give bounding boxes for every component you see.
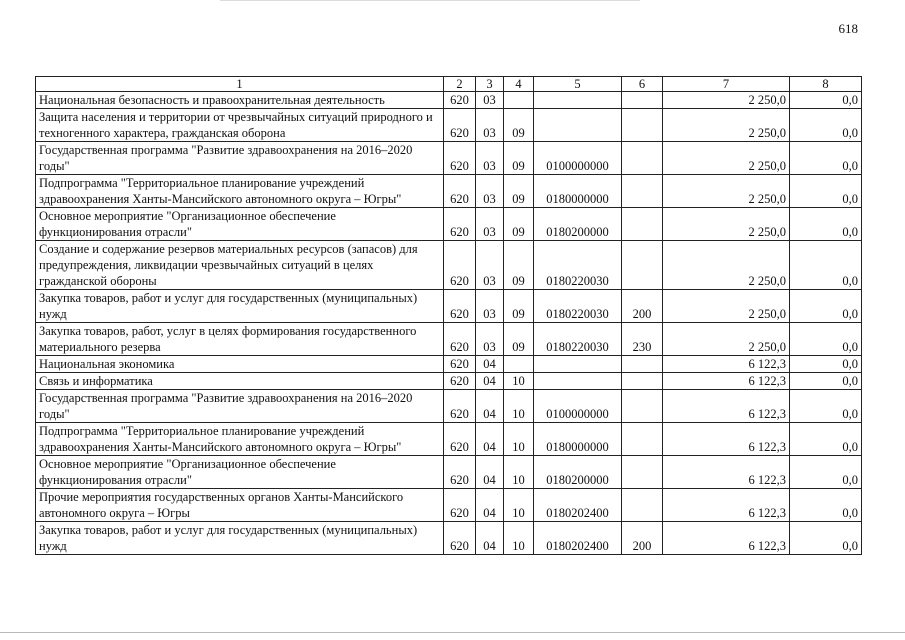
item-name: Подпрограмма "Территориальное планирование учреждений здравоохранения Ханты-Мансийского автономного округа – Югры"	[36, 175, 444, 208]
ministry-code: 620	[444, 290, 476, 323]
target-article-code	[534, 373, 622, 390]
target-article-code: 0180202400	[534, 489, 622, 522]
column-header: 3	[476, 77, 504, 92]
expense-type-code	[622, 109, 663, 142]
amount-value-secondary: 0,0	[790, 109, 862, 142]
amount-value: 6 122,3	[663, 489, 790, 522]
expense-type-code	[622, 489, 663, 522]
section-code: 04	[476, 390, 504, 423]
section-code: 04	[476, 373, 504, 390]
subsection-code: 10	[504, 489, 534, 522]
item-name: Национальная экономика	[36, 356, 444, 373]
subsection-code: 09	[504, 109, 534, 142]
section-code: 04	[476, 423, 504, 456]
budget-table	[35, 76, 862, 555]
ministry-code: 620	[444, 208, 476, 241]
ministry-code: 620	[444, 323, 476, 356]
expense-type-code: 230	[622, 323, 663, 356]
ministry-code: 620	[444, 489, 476, 522]
amount-value-secondary: 0,0	[790, 241, 862, 290]
amount-value: 6 122,3	[663, 373, 790, 390]
amount-value-secondary: 0,0	[790, 522, 862, 555]
section-code: 03	[476, 241, 504, 290]
scan-edge-artifact	[0, 632, 905, 633]
item-name: Национальная безопасность и правоохранительная деятельность	[36, 92, 444, 109]
target-article-code: 0180202400	[534, 522, 622, 555]
subsection-code: 10	[504, 522, 534, 555]
amount-value-secondary: 0,0	[790, 323, 862, 356]
table-row	[36, 175, 862, 208]
subsection-code: 09	[504, 323, 534, 356]
amount-value-secondary: 0,0	[790, 142, 862, 175]
column-header: 8	[790, 77, 862, 92]
section-code: 03	[476, 92, 504, 109]
section-code: 04	[476, 456, 504, 489]
table-row	[36, 356, 862, 373]
column-header: 4	[504, 77, 534, 92]
subsection-code: 09	[504, 175, 534, 208]
amount-value-secondary: 0,0	[790, 456, 862, 489]
ministry-code: 620	[444, 390, 476, 423]
ministry-code: 620	[444, 109, 476, 142]
amount-value: 2 250,0	[663, 109, 790, 142]
item-name: Создание и содержание резервов материальных ресурсов (запасов) для предупреждения, ликвидации чрезвычайных ситуаций в целях гражданской обороны	[36, 241, 444, 290]
table-body	[36, 92, 862, 555]
table-header-row	[36, 77, 862, 92]
section-code: 04	[476, 522, 504, 555]
section-code: 03	[476, 323, 504, 356]
ministry-code: 620	[444, 423, 476, 456]
amount-value-secondary: 0,0	[790, 208, 862, 241]
ministry-code: 620	[444, 373, 476, 390]
ministry-code: 620	[444, 522, 476, 555]
item-name: Прочие мероприятия государственных органов Ханты-Мансийского автономного округа – Югры	[36, 489, 444, 522]
target-article-code: 0180220030	[534, 323, 622, 356]
expense-type-code	[622, 390, 663, 423]
section-code: 04	[476, 356, 504, 373]
expense-type-code	[622, 142, 663, 175]
table-row	[36, 390, 862, 423]
amount-value: 2 250,0	[663, 175, 790, 208]
expense-type-code	[622, 423, 663, 456]
target-article-code: 0180000000	[534, 423, 622, 456]
amount-value: 2 250,0	[663, 290, 790, 323]
item-name: Основное мероприятие "Организационное обеспечение функционирования отрасли"	[36, 456, 444, 489]
expense-type-code	[622, 175, 663, 208]
table-row	[36, 290, 862, 323]
target-article-code	[534, 92, 622, 109]
section-code: 03	[476, 208, 504, 241]
amount-value-secondary: 0,0	[790, 290, 862, 323]
target-article-code: 0180220030	[534, 241, 622, 290]
table-row	[36, 92, 862, 109]
table-row	[36, 456, 862, 489]
section-code: 03	[476, 109, 504, 142]
amount-value-secondary: 0,0	[790, 92, 862, 109]
target-article-code: 0180220030	[534, 290, 622, 323]
item-name: Закупка товаров, работ и услуг для государственных (муниципальных) нужд	[36, 522, 444, 555]
table-row	[36, 423, 862, 456]
expense-type-code: 200	[622, 290, 663, 323]
subsection-code	[504, 356, 534, 373]
table-row	[36, 142, 862, 175]
ministry-code: 620	[444, 175, 476, 208]
amount-value: 2 250,0	[663, 208, 790, 241]
item-name: Закупка товаров, работ и услуг для государственных (муниципальных) нужд	[36, 290, 444, 323]
page-number: 618	[838, 21, 858, 36]
subsection-code: 09	[504, 208, 534, 241]
subsection-code: 10	[504, 390, 534, 423]
item-name: Государственная программа "Развитие здравоохранения на 2016–2020 годы"	[36, 390, 444, 423]
expense-type-code	[622, 456, 663, 489]
expense-type-code	[622, 241, 663, 290]
table-row	[36, 241, 862, 290]
amount-value: 2 250,0	[663, 92, 790, 109]
expense-type-code: 200	[622, 522, 663, 555]
subsection-code: 09	[504, 290, 534, 323]
amount-value: 6 122,3	[663, 456, 790, 489]
target-article-code: 0100000000	[534, 390, 622, 423]
subsection-code: 09	[504, 241, 534, 290]
target-article-code	[534, 109, 622, 142]
section-code: 03	[476, 290, 504, 323]
target-article-code: 0100000000	[534, 142, 622, 175]
amount-value-secondary: 0,0	[790, 175, 862, 208]
subsection-code	[504, 92, 534, 109]
table-row	[36, 208, 862, 241]
amount-value: 2 250,0	[663, 142, 790, 175]
item-name: Основное мероприятие "Организационное обеспечение функционирования отрасли"	[36, 208, 444, 241]
subsection-code: 10	[504, 423, 534, 456]
amount-value-secondary: 0,0	[790, 390, 862, 423]
ministry-code: 620	[444, 241, 476, 290]
column-header: 2	[444, 77, 476, 92]
amount-value: 2 250,0	[663, 323, 790, 356]
item-name: Связь и информатика	[36, 373, 444, 390]
ministry-code: 620	[444, 92, 476, 109]
table-header	[36, 77, 862, 92]
subsection-code: 09	[504, 142, 534, 175]
expense-type-code	[622, 208, 663, 241]
amount-value: 2 250,0	[663, 241, 790, 290]
amount-value: 6 122,3	[663, 522, 790, 555]
amount-value-secondary: 0,0	[790, 423, 862, 456]
target-article-code: 0180200000	[534, 456, 622, 489]
table-row	[36, 373, 862, 390]
expense-type-code	[622, 92, 663, 109]
amount-value: 6 122,3	[663, 423, 790, 456]
section-code: 03	[476, 175, 504, 208]
target-article-code	[534, 356, 622, 373]
amount-value: 6 122,3	[663, 356, 790, 373]
item-name: Государственная программа "Развитие здравоохранения на 2016–2020 годы"	[36, 142, 444, 175]
column-header: 7	[663, 77, 790, 92]
ministry-code: 620	[444, 356, 476, 373]
ministry-code: 620	[444, 456, 476, 489]
section-code: 04	[476, 489, 504, 522]
subsection-code: 10	[504, 373, 534, 390]
column-header: 6	[622, 77, 663, 92]
amount-value-secondary: 0,0	[790, 356, 862, 373]
table-row	[36, 323, 862, 356]
item-name: Закупка товаров, работ, услуг в целях формирования государственного материального резерва	[36, 323, 444, 356]
item-name: Подпрограмма "Территориальное планирование учреждений здравоохранения Ханты-Мансийского автономного округа – Югры"	[36, 423, 444, 456]
section-code: 03	[476, 142, 504, 175]
column-header: 1	[36, 77, 444, 92]
amount-value: 6 122,3	[663, 390, 790, 423]
table-row	[36, 522, 862, 555]
target-article-code: 0180000000	[534, 175, 622, 208]
amount-value-secondary: 0,0	[790, 373, 862, 390]
column-header: 5	[534, 77, 622, 92]
amount-value-secondary: 0,0	[790, 489, 862, 522]
item-name: Защита населения и территории от чрезвычайных ситуаций природного и техногенного характера, гражданская оборона	[36, 109, 444, 142]
expense-type-code	[622, 373, 663, 390]
table-row	[36, 109, 862, 142]
subsection-code: 10	[504, 456, 534, 489]
target-article-code: 0180200000	[534, 208, 622, 241]
ministry-code: 620	[444, 142, 476, 175]
expense-type-code	[622, 356, 663, 373]
scan-edge-artifact	[220, 0, 640, 1]
table-row	[36, 489, 862, 522]
